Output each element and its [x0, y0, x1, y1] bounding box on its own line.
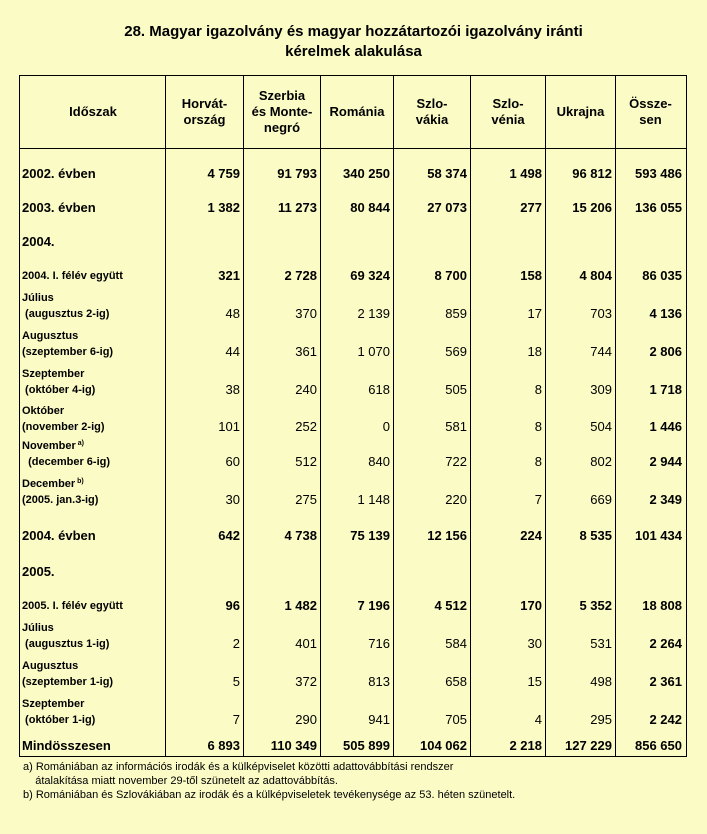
table-cell: 321 [218, 268, 240, 283]
table-cell: 170 [520, 598, 542, 613]
table-cell: 618 [368, 382, 390, 397]
table-cell: 941 [368, 712, 390, 727]
table-cell: 240 [295, 382, 317, 397]
table-cell: 2 806 [649, 344, 682, 359]
footnote-a-line-2: átalakítása miatt november 29-től szünetelt az adattovábbítás. [23, 775, 338, 787]
row-label: Szeptember (október 4-ig) [22, 368, 96, 396]
table-cell: 12 156 [427, 528, 467, 543]
table-cell: 15 [527, 674, 542, 689]
table-cell: 7 196 [357, 598, 390, 613]
table-cell: 104 062 [420, 738, 467, 753]
row-label: Augusztus (szeptember 1-ig) [22, 660, 114, 688]
table-row [20, 266, 686, 286]
table-cell: 6 893 [207, 738, 240, 753]
table-cell: 703 [590, 306, 612, 321]
column-header: Ukrajna [556, 104, 605, 119]
table-cell: 498 [590, 674, 612, 689]
table-cell: 722 [445, 454, 467, 469]
table-cell: 101 434 [635, 528, 682, 543]
table-row [20, 658, 686, 692]
table-cell: 80 844 [350, 200, 390, 215]
table-cell: 340 250 [343, 166, 390, 181]
table-cell: 504 [590, 419, 612, 434]
column-header: Románia [329, 104, 385, 119]
table-cell: 642 [218, 528, 240, 543]
table-row [20, 328, 686, 362]
row-label: 2004. I. félév együtt [22, 270, 123, 282]
table-cell: 669 [590, 492, 612, 507]
column-header: Szerbia és Monte- negró [251, 88, 313, 135]
table-row [20, 290, 686, 324]
table-cell: 1 070 [357, 344, 390, 359]
table-cell: 8 700 [434, 268, 467, 283]
table-cell: 2 349 [649, 492, 682, 507]
table-cell: 584 [445, 636, 467, 651]
table-cell: 11 273 [277, 200, 317, 215]
row-label: November $^{a)}$ (december 6-ig) [22, 440, 111, 468]
header-period: Időszak [69, 104, 117, 119]
row-label: Július (augusztus 1-ig) [22, 622, 110, 650]
table-cell: 75 139 [350, 528, 390, 543]
table-cell: 5 [232, 674, 240, 689]
table-cell: 220 [445, 492, 467, 507]
table-cell: 859 [445, 306, 467, 321]
row-label: 2003. évben [22, 200, 96, 215]
table-cell: 110 349 [270, 738, 317, 753]
row-label: 2004. évben [22, 528, 96, 543]
table-cell: 17 [527, 306, 542, 321]
table-cell: 505 [445, 382, 467, 397]
table-row [20, 620, 686, 654]
table-cell: 4 512 [434, 598, 467, 613]
table-row [20, 562, 686, 582]
table-cell: 158 [520, 268, 542, 283]
row-label: 2004. [22, 234, 55, 249]
table-cell: 252 [295, 419, 317, 434]
row-label: 2002. évben [22, 166, 96, 181]
table-cell: 277 [520, 200, 542, 215]
table-cell: 4 804 [579, 268, 612, 283]
table-title [0, 22, 707, 62]
table-cell: 744 [590, 344, 612, 359]
table-row [20, 198, 686, 218]
row-label: Szeptember (október 1-ig) [22, 698, 96, 726]
table-cell: 60 [225, 454, 240, 469]
table-row [20, 438, 686, 472]
table-cell: 275 [295, 492, 317, 507]
table-row [20, 476, 686, 510]
table-cell: 5 352 [579, 598, 612, 613]
table-cell: 96 812 [572, 166, 612, 181]
table-row [20, 232, 686, 252]
table-cell: 8 535 [579, 528, 612, 543]
table-cell: 44 [225, 344, 240, 359]
table-cell: 127 229 [565, 738, 612, 753]
footnote-b: b) Romániában és Szlovákiában az irodák és a külképviseletek tevékenysége az 53. héten szünetelt. [23, 789, 516, 801]
table-cell: 1 382 [207, 200, 240, 215]
table-cell: 58 374 [427, 166, 467, 181]
table-cell: 581 [445, 419, 467, 434]
data-table [19, 75, 687, 757]
table-cell: 295 [590, 712, 612, 727]
table-cell: 0 [382, 419, 390, 434]
table-cell: 2 264 [649, 636, 682, 651]
table-cell: 361 [295, 344, 317, 359]
table-cell: 840 [368, 454, 390, 469]
table-cell: 370 [295, 306, 317, 321]
title-line-1: 28. Magyar igazolvány és magyar hozzátartozói igazolvány iránti [124, 23, 583, 40]
table-cell: 2 361 [649, 674, 682, 689]
table-cell: 1 482 [284, 598, 317, 613]
row-label: Október (november 2-ig) [22, 405, 105, 433]
table-cell: 86 035 [642, 268, 682, 283]
table-cell: 8 [534, 382, 542, 397]
table-cell: 101 [218, 419, 240, 434]
table-cell: 18 [527, 344, 542, 359]
table-cell: 813 [368, 674, 390, 689]
table-row [20, 366, 686, 400]
table-cell: 38 [225, 382, 240, 397]
table-cell: 4 [534, 712, 542, 727]
row-label: December $^{b)}$ (2005. jan.3-ig) [22, 478, 99, 506]
table-row [20, 403, 686, 437]
table-cell: 2 [232, 636, 240, 651]
table-row [20, 164, 686, 184]
row-label: Július (augusztus 2-ig) [22, 292, 110, 320]
table-cell: 1 718 [649, 382, 682, 397]
table-cell: 27 073 [427, 200, 467, 215]
table-row [20, 526, 686, 546]
table-cell: 4 759 [207, 166, 240, 181]
table-cell: 531 [590, 636, 612, 651]
table-cell: 4 738 [284, 528, 317, 543]
table-cell: 705 [445, 712, 467, 727]
table-cell: 593 486 [635, 166, 682, 181]
table-cell: 224 [520, 528, 542, 543]
table-cell: 91 793 [277, 166, 317, 181]
footnote-a-line-1: a) Romániában az információs irodák és a külképviselet közötti adattovábbítási rendszer [23, 761, 454, 773]
table-cell: 2 139 [357, 306, 390, 321]
table-cell: 2 218 [509, 738, 542, 753]
table-row [20, 736, 686, 756]
table-row [20, 596, 686, 616]
table-cell: 2 242 [649, 712, 682, 727]
table-cell: 96 [225, 598, 240, 613]
row-label: Augusztus (szeptember 6-ig) [22, 330, 114, 358]
table-cell: 505 899 [343, 738, 390, 753]
column-header: Össze- sen [629, 96, 672, 127]
table-cell: 1 148 [357, 492, 390, 507]
table-cell: 2 728 [284, 268, 317, 283]
table-cell: 1 446 [649, 419, 682, 434]
table-cell: 2 944 [649, 454, 682, 469]
row-label: Mindösszesen [22, 738, 111, 753]
table-cell: 372 [295, 674, 317, 689]
table-cell: 802 [590, 454, 612, 469]
table-cell: 7 [534, 492, 542, 507]
table-cell: 658 [445, 674, 467, 689]
row-label: 2005. [22, 564, 55, 579]
row-label: 2005. I. félév együtt [22, 600, 123, 612]
table-cell: 15 206 [572, 200, 612, 215]
table-cell: 69 324 [350, 268, 390, 283]
footnotes [23, 760, 515, 802]
table-cell: 48 [225, 306, 240, 321]
table-cell: 4 136 [649, 306, 682, 321]
table-cell: 512 [295, 454, 317, 469]
table-cell: 30 [225, 492, 240, 507]
table-row [20, 696, 686, 730]
header-divider [20, 148, 686, 149]
column-header: Szlo- vákia [415, 96, 449, 127]
table-cell: 136 055 [635, 200, 682, 215]
table-cell: 8 [534, 419, 542, 434]
table-cell: 1 498 [509, 166, 542, 181]
table-cell: 8 [534, 454, 542, 469]
table-cell: 569 [445, 344, 467, 359]
table-cell: 7 [232, 712, 240, 727]
table-cell: 309 [590, 382, 612, 397]
column-header: Horvát- ország [181, 96, 228, 127]
table-cell: 716 [368, 636, 390, 651]
table-cell: 290 [295, 712, 317, 727]
title-line-2: kérelmek alakulása [285, 43, 422, 60]
table-cell: 30 [527, 636, 542, 651]
table-cell: 856 650 [635, 738, 682, 753]
table-cell: 18 808 [642, 598, 682, 613]
table-cell: 401 [295, 636, 317, 651]
column-header: Szlo- vénia [491, 96, 525, 127]
